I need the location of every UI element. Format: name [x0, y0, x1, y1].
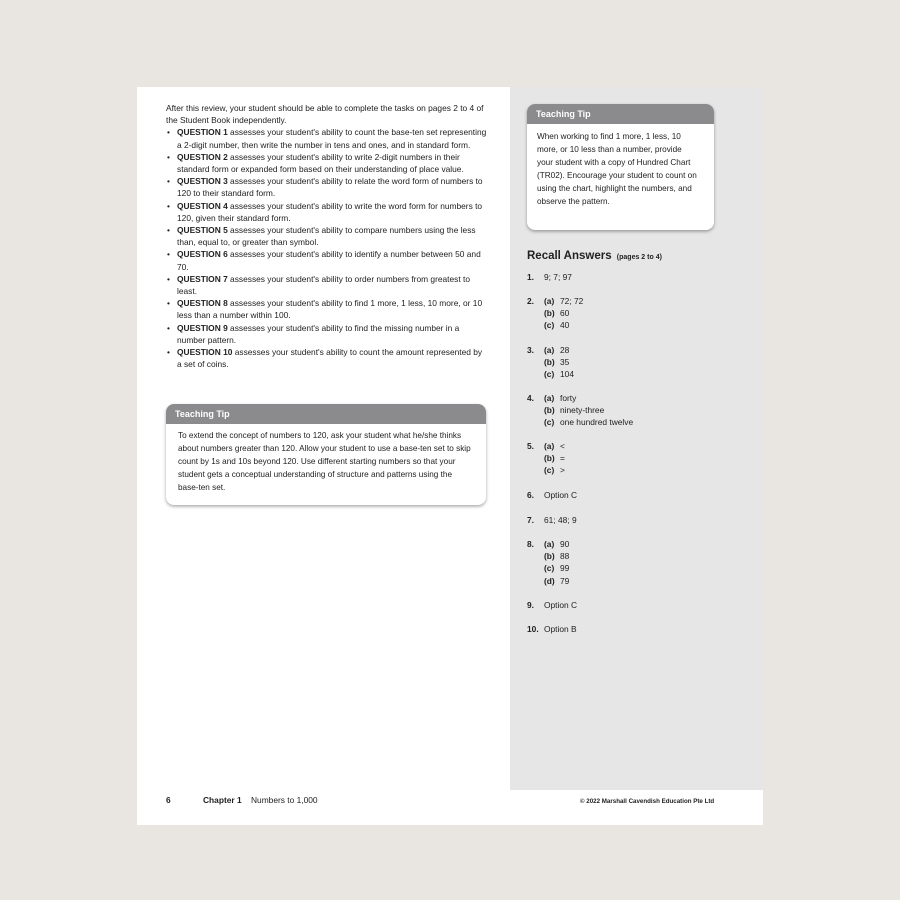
question-item: [166, 322, 488, 346]
answer-part-label: (a): [544, 345, 555, 355]
question-label: QUESTION 7: [177, 273, 228, 284]
answer-row: [527, 562, 569, 574]
answer-row: [527, 538, 569, 550]
answer-part-label: (c): [544, 417, 555, 428]
answer-number: [527, 452, 544, 464]
answer-item: [527, 440, 565, 477]
answer-row: [527, 599, 577, 611]
teaching-tip-text: When working to find 1 more, 1 less, 10 more, or 10 less than a number, provide your student with a copy of Hundred Chart (TR02). Encourage your student to count on using the chart, highlight the numbers, and observe the pattern.: [537, 132, 697, 206]
answer-number: 6.: [527, 490, 534, 500]
answer-number: 9.: [527, 600, 534, 610]
question-text: assesses your student's ability to identify a number between 50 and 70.: [177, 249, 481, 272]
answer-row: [527, 404, 633, 416]
answer-number: 10.: [527, 624, 539, 634]
answer-value: one hundred twelve: [560, 417, 634, 428]
answer-value: <: [560, 441, 565, 451]
question-item: [166, 224, 488, 248]
answer-part-label: (b): [544, 551, 555, 562]
recall-answers-heading: [527, 250, 662, 262]
answer-row: [527, 392, 633, 404]
question-item: [166, 200, 488, 224]
intro-paragraph: After this review, your student should be able to complete the tasks on pages 2 to 4 of the Student Book independently.: [166, 103, 484, 126]
answer-part-label: (c): [544, 369, 555, 380]
answer-item: [527, 344, 574, 381]
answer-row: [527, 271, 572, 283]
answer-number: [527, 575, 544, 587]
answer-value: 79: [560, 575, 570, 586]
teaching-tip-left: [166, 404, 486, 505]
answer-row: [527, 464, 565, 476]
answer-number: [527, 368, 544, 380]
question-label: QUESTION 10: [177, 347, 233, 358]
answer-row: [527, 623, 577, 635]
answer-number: 2.: [527, 296, 534, 306]
question-text: assesses your student's ability to order numbers from greatest to least.: [177, 273, 470, 297]
answer-number: [527, 404, 544, 416]
answer-number: [527, 356, 544, 368]
answers-column: [510, 87, 763, 790]
answer-part-label: (b): [544, 357, 555, 368]
answer-part-label: (d): [544, 575, 555, 586]
teaching-tip-text: To extend the concept of numbers to 120, ask your student what he/she thinks about numbers greater than 120. Allow your student to use a base-ten set to skip count by 1s and 10s beyond 120. Use different starting numbers so that your student gets a conceptual understanding of structure and patterns using the base-ten set.: [178, 431, 471, 492]
answer-row: [527, 295, 583, 307]
answer-value: 90: [560, 539, 570, 549]
answer-part-label: (c): [544, 320, 555, 331]
answer-number: [527, 307, 544, 319]
answer-item: [527, 623, 577, 635]
answer-row: [527, 452, 565, 464]
answer-item: [527, 392, 633, 429]
answer-part-label: (a): [544, 393, 555, 403]
recall-answers-subtitle: (pages 2 to 4): [616, 254, 662, 261]
answer-value: 104: [560, 369, 574, 380]
teaching-tip-title: Teaching Tip: [527, 104, 714, 124]
answer-value: forty: [560, 393, 577, 403]
question-item: [166, 151, 488, 175]
answer-number: 8.: [527, 539, 534, 549]
answer-row: [527, 307, 583, 319]
answer-item: [527, 514, 577, 526]
question-list: [166, 126, 488, 370]
teaching-tip-title: Teaching Tip: [166, 404, 486, 424]
answer-value: 72; 72: [560, 296, 584, 306]
question-label: QUESTION 9: [177, 322, 228, 333]
answer-part-label: (b): [544, 308, 555, 319]
answer-number: 7.: [527, 515, 534, 525]
answer-row: [527, 489, 577, 501]
question-text: assesses your student's ability to relate the word form of numbers to 120 to their standard form.: [177, 176, 483, 199]
answer-row: [527, 344, 574, 356]
answer-value: 60: [560, 308, 570, 319]
answer-row: [527, 575, 569, 587]
question-label: QUESTION 4: [177, 200, 228, 211]
answer-value: 35: [560, 357, 570, 368]
question-text: assesses your student's ability to write 2-digit numbers in their standard form or expanded form based on their understanding of place value.: [177, 151, 464, 175]
answer-value: ninety-three: [560, 405, 605, 416]
answer-value: 61; 48; 9: [544, 515, 577, 525]
answer-number: [527, 416, 544, 428]
question-item: [166, 126, 488, 150]
answer-row: [527, 368, 574, 380]
answer-item: [527, 271, 572, 283]
document-page: [137, 87, 763, 825]
answer-part-label: (a): [544, 296, 555, 306]
answer-value: 40: [560, 320, 570, 331]
question-label: QUESTION 3: [177, 176, 228, 187]
answer-value: 99: [560, 563, 570, 574]
chapter-label: Chapter 1: [203, 795, 242, 805]
question-text: assesses your student's ability to find the missing number in a number pattern.: [177, 322, 460, 345]
answer-part-label: (c): [544, 465, 555, 476]
question-text: assesses your student's ability to count the amount represented by a set of coins.: [177, 347, 483, 370]
answer-number: [527, 319, 544, 331]
question-item: [166, 248, 488, 272]
answer-value: =: [560, 453, 565, 464]
answer-part-label: (b): [544, 405, 555, 416]
answer-row: [527, 440, 565, 452]
answer-row: [527, 356, 574, 368]
question-text: assesses your student's ability to find 1 more, 1 less, 10 more, or 10 less than a number within 100.: [177, 298, 483, 321]
answer-row: [527, 319, 583, 331]
answer-number: 1.: [527, 272, 534, 282]
page-number: 6: [166, 795, 171, 805]
answer-part-label: (c): [544, 563, 555, 574]
question-text: assesses your student's ability to compare numbers using the less than, equal to, or greater than symbol.: [177, 225, 476, 248]
answer-value: Option C: [544, 600, 578, 610]
answer-item: [527, 538, 569, 587]
answer-value: 9; 7; 97: [544, 272, 572, 282]
answer-number: [527, 550, 544, 562]
answer-number: 4.: [527, 393, 534, 403]
answer-value: Option B: [544, 624, 577, 634]
answer-item: [527, 489, 577, 501]
question-item: [166, 273, 488, 297]
answer-part-label: (a): [544, 539, 555, 549]
question-label: QUESTION 2: [177, 151, 228, 162]
chapter-title: Numbers to 1,000: [251, 795, 318, 805]
question-text: assesses your student's ability to count the base-ten set representing a 2-digit number, then write the number in tens and ones, and in standard form.: [177, 127, 487, 150]
review-intro: [166, 102, 488, 370]
answer-item: [527, 295, 583, 332]
question-item: [166, 346, 488, 370]
question-item: [166, 175, 488, 199]
answer-number: 3.: [527, 345, 534, 355]
answer-value: Option C: [544, 490, 578, 500]
answer-item: [527, 599, 577, 611]
question-label: QUESTION 5: [177, 225, 228, 236]
question-label: QUESTION 6: [177, 249, 228, 260]
question-item: [166, 297, 488, 321]
answer-value: >: [560, 465, 565, 476]
answer-row: [527, 416, 633, 428]
answer-row: [527, 514, 577, 526]
teaching-tip-right: [527, 104, 714, 230]
answer-row: [527, 550, 569, 562]
answer-number: [527, 464, 544, 476]
recall-answers-title: Recall Answers: [527, 250, 612, 262]
answer-part-label: (b): [544, 453, 555, 464]
answer-value: 88: [560, 551, 570, 562]
question-text: assesses your student's ability to write the word form for numbers to 120, given their standard form.: [177, 200, 483, 223]
answer-number: [527, 562, 544, 574]
copyright-notice: © 2022 Marshall Cavendish Education Pte Ltd: [580, 798, 715, 805]
answer-number: 5.: [527, 441, 534, 451]
question-label: QUESTION 8: [177, 298, 228, 309]
answer-value: 28: [560, 345, 570, 355]
answer-part-label: (a): [544, 441, 555, 451]
question-label: QUESTION 1: [177, 127, 228, 138]
